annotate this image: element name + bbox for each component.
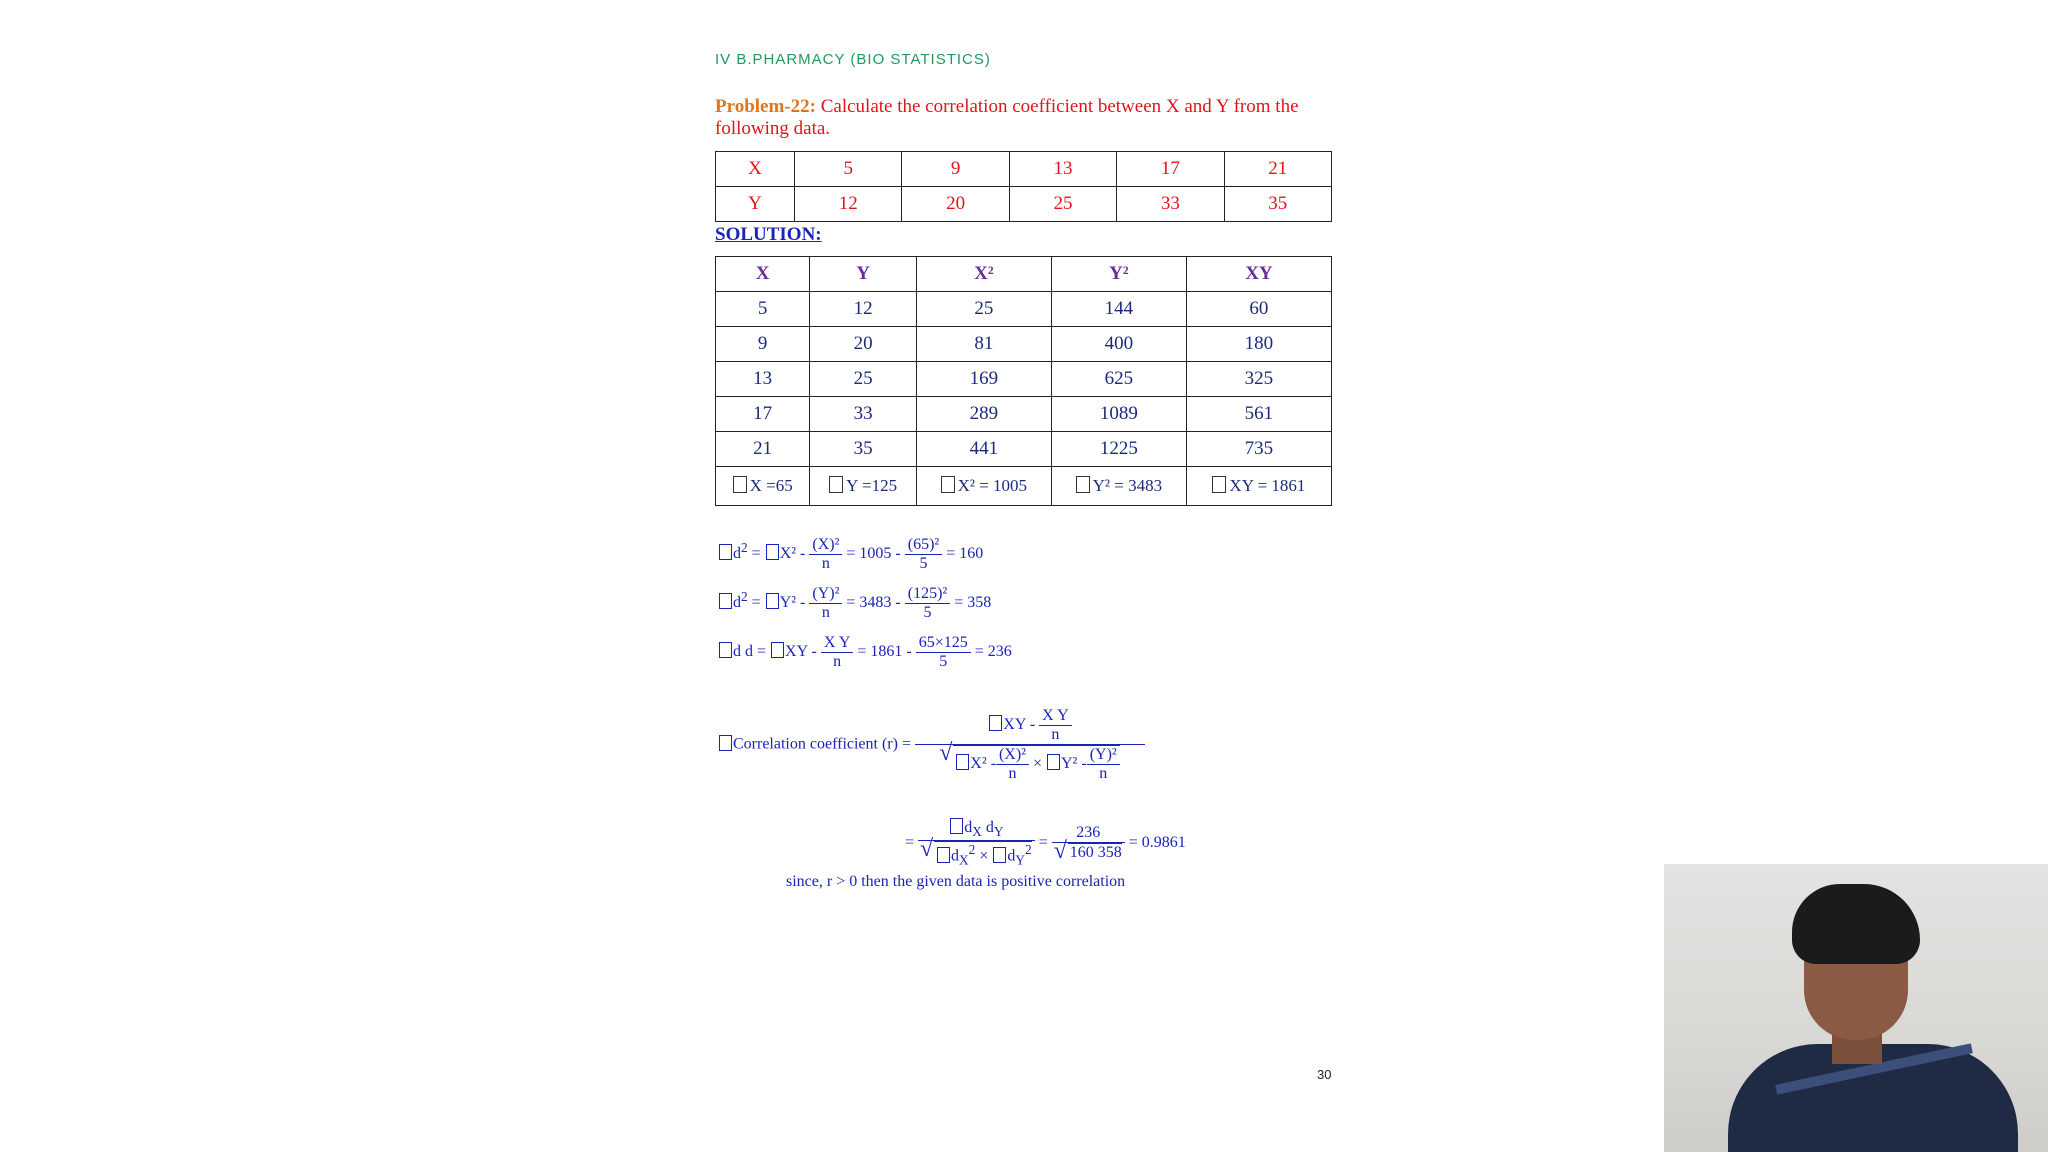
equation-sum-dy2: $d^2 = Y^2$ - $\frac{\text{(Y)²}}{n}$ = 3483 - $\frac{\text{(125)²}}{5}$ = 358 — [718, 585, 991, 622]
sigma-glyph-icon — [719, 642, 732, 658]
table-cell: 33 — [1117, 187, 1224, 222]
eq-term: XY - — [785, 643, 817, 661]
table-cell — [1051, 467, 1186, 506]
problem-statement — [715, 96, 1335, 140]
table-cell: 5 — [795, 152, 902, 187]
table-header-row — [716, 257, 1332, 292]
sum-value: XY = 1861 — [1229, 476, 1306, 495]
fraction — [1052, 824, 1125, 862]
table-cell: 9 — [902, 152, 1009, 187]
sqrt-sign: √ 160 358 — [1068, 843, 1122, 862]
correlation-result: = $d_X$ $d_Y$ √ $d_X^2 \times d_Y^2$ = 236 √ 160 358 = 0.9861 — [905, 818, 1186, 869]
column-header: Y² — [1051, 257, 1186, 292]
table-cell: 33 — [810, 397, 916, 432]
table-cell: 17 — [716, 397, 810, 432]
sigma-glyph-icon — [766, 593, 779, 609]
fraction-num: (X)² — [998, 746, 1026, 763]
eq-result: = 358 — [954, 594, 992, 612]
table-row — [716, 152, 1332, 187]
sigma-glyph-icon — [950, 818, 963, 834]
data-table — [715, 151, 1332, 222]
fraction-num: X Y — [1042, 707, 1069, 724]
sigma-glyph-icon — [829, 476, 843, 493]
sum-value: Y =125 — [846, 476, 898, 495]
table-row — [716, 327, 1332, 362]
table-cell: 35 — [1224, 187, 1331, 222]
table-cell: 13 — [716, 362, 810, 397]
eq-term: = 1005 - — [846, 545, 901, 563]
fraction — [809, 585, 842, 622]
fraction-num: X Y — [823, 634, 851, 651]
table-cell: 12 — [810, 292, 916, 327]
problem-text: Calculate the correlation coefficient between X and Y from the following data. — [715, 96, 1299, 139]
conclusion-text: since, r > 0 then the given data is positive correlation — [786, 873, 1126, 890]
eq-result: = 160 — [946, 545, 984, 563]
sigma-glyph-icon — [719, 544, 732, 560]
sum-value: X =65 — [749, 476, 793, 495]
sigma-glyph-icon — [733, 476, 747, 493]
table-row — [716, 432, 1332, 467]
table-cell — [810, 467, 916, 506]
eq-term: = 1861 - — [857, 643, 912, 661]
eq-result: = 236 — [974, 643, 1012, 661]
fraction — [1087, 746, 1120, 783]
fraction-num: 65×125 — [918, 634, 968, 651]
fraction-num: $d_X$ $d_Y$ — [918, 818, 1035, 840]
table-cell: 20 — [902, 187, 1009, 222]
table-cell: 169 — [916, 362, 1051, 397]
fraction — [905, 585, 950, 622]
fraction-den — [1052, 842, 1125, 862]
fraction-den: 5 — [905, 603, 950, 622]
fraction-den: n — [809, 554, 842, 573]
table-sum-row — [716, 467, 1332, 506]
table-cell: 12 — [795, 187, 902, 222]
correlation-value: = 0.9861 — [1128, 834, 1186, 852]
fraction-num: 236 — [1076, 824, 1101, 842]
sigma-glyph-icon — [989, 715, 1002, 731]
fraction-num: (Y)² — [1089, 746, 1117, 763]
eq-term: X² - — [779, 545, 806, 563]
presenter-hair — [1792, 884, 1920, 964]
fraction — [916, 634, 971, 671]
fraction-den: 5 — [905, 554, 942, 573]
eq-term: Y² - — [1061, 755, 1087, 773]
fraction — [918, 818, 1035, 869]
table-cell: 289 — [916, 397, 1051, 432]
fraction-num: (X)² — [812, 536, 840, 553]
correlation-label: Correlation coefficient (r) = — [733, 735, 911, 753]
correlation-formula — [718, 707, 1145, 783]
table-cell: X — [716, 152, 795, 187]
sum-value: X² = 1005 — [957, 476, 1028, 495]
sigma-glyph-icon — [766, 544, 779, 560]
fraction-den: n — [996, 764, 1029, 783]
table-cell: 81 — [916, 327, 1051, 362]
table-cell: 400 — [1051, 327, 1186, 362]
table-row — [716, 292, 1332, 327]
sum-value: Y² = 3483 — [1092, 476, 1163, 495]
eq-lhs: d d = — [733, 643, 767, 661]
table-cell — [1186, 467, 1331, 506]
fraction — [905, 536, 942, 573]
fraction — [915, 707, 1145, 783]
column-header: XY — [1186, 257, 1331, 292]
table-cell: 25 — [1009, 187, 1116, 222]
correlation-num: XY - — [1003, 716, 1036, 734]
column-header: X — [716, 257, 810, 292]
table-cell: 5 — [716, 292, 810, 327]
table-cell — [716, 467, 810, 506]
eq-term: = 3483 - — [846, 594, 901, 612]
page-header: IV B.PHARMACY (BIO STATISTICS) — [715, 51, 991, 68]
equation-sum-dxdy — [718, 634, 1012, 671]
eq-lhs: d — [733, 594, 741, 612]
column-header: X² — [916, 257, 1051, 292]
table-cell: 144 — [1051, 292, 1186, 327]
fraction — [1039, 707, 1072, 744]
table-cell: 1225 — [1051, 432, 1186, 467]
table-row — [716, 187, 1332, 222]
sigma-glyph-icon — [956, 754, 969, 770]
eq-term: Y² - — [779, 594, 806, 612]
solution-heading: SOLUTION: — [715, 224, 822, 245]
table-cell: 441 — [916, 432, 1051, 467]
table-cell: 13 — [1009, 152, 1116, 187]
problem-label: Problem-22: — [715, 96, 816, 117]
table-cell: 20 — [810, 327, 916, 362]
table-cell: 180 — [1186, 327, 1331, 362]
table-row — [716, 362, 1332, 397]
sigma-glyph-icon — [1047, 754, 1060, 770]
fraction — [821, 634, 854, 671]
presenter-webcam-overlay — [1664, 864, 2048, 1152]
table-cell: 325 — [1186, 362, 1331, 397]
table-cell: 625 — [1051, 362, 1186, 397]
table-cell: 21 — [1224, 152, 1331, 187]
solution-table — [715, 256, 1332, 506]
table-cell: 9 — [716, 327, 810, 362]
fraction — [996, 746, 1029, 783]
table-cell: 35 — [810, 432, 916, 467]
sigma-glyph-icon — [1212, 476, 1226, 493]
column-header: Y — [810, 257, 916, 292]
page-number: 30 — [1317, 1067, 1332, 1082]
table-cell: 21 — [716, 432, 810, 467]
fraction-num: (65)² — [907, 536, 940, 553]
fraction-num: (125)² — [907, 585, 948, 602]
eq-lhs: d — [733, 545, 741, 563]
sigma-glyph-icon — [1076, 476, 1090, 493]
table-cell: 1089 — [1051, 397, 1186, 432]
sigma-glyph-icon — [993, 847, 1006, 863]
fraction-num — [915, 707, 1145, 744]
eq-term: X² - — [970, 755, 996, 773]
fraction-den: n — [809, 603, 842, 622]
table-cell — [916, 467, 1051, 506]
table-cell: 17 — [1117, 152, 1224, 187]
final-num: d — [964, 819, 973, 836]
fraction-den: n — [1039, 725, 1072, 744]
fraction-den — [915, 744, 1145, 783]
sigma-glyph-icon — [941, 476, 955, 493]
fraction-den — [918, 840, 1035, 869]
fraction-num: (Y)² — [812, 585, 840, 602]
table-cell: 25 — [810, 362, 916, 397]
sigma-glyph-icon — [719, 593, 732, 609]
table-cell: Y — [716, 187, 795, 222]
table-cell: 561 — [1186, 397, 1331, 432]
therefore-glyph-icon — [719, 735, 732, 751]
table-cell: 25 — [916, 292, 1051, 327]
table-cell: 735 — [1186, 432, 1331, 467]
sigma-glyph-icon — [937, 847, 950, 863]
sigma-glyph-icon — [771, 642, 784, 658]
equation-sum-dx2: $d^2 = X^2$ - $\frac{\text{(X)²}}{n}$ = 1005 - $\frac{\text{(65)²}}{5}$ = 160 — [718, 536, 983, 573]
sqrt-sign: √ $d_X^2 \times d_Y^2$ — [934, 841, 1032, 869]
table-row — [716, 397, 1332, 432]
fraction-den: 5 — [916, 652, 971, 671]
fraction-den: n — [821, 652, 854, 671]
sqrt-sign: √ X² - $\frac{\text{(X)²}}{n}$ × Y² - $\frac{\text{(Y)²}}{n}$ — [953, 745, 1119, 783]
table-cell: 60 — [1186, 292, 1331, 327]
fraction — [809, 536, 842, 573]
fraction-den: n — [1087, 764, 1120, 783]
